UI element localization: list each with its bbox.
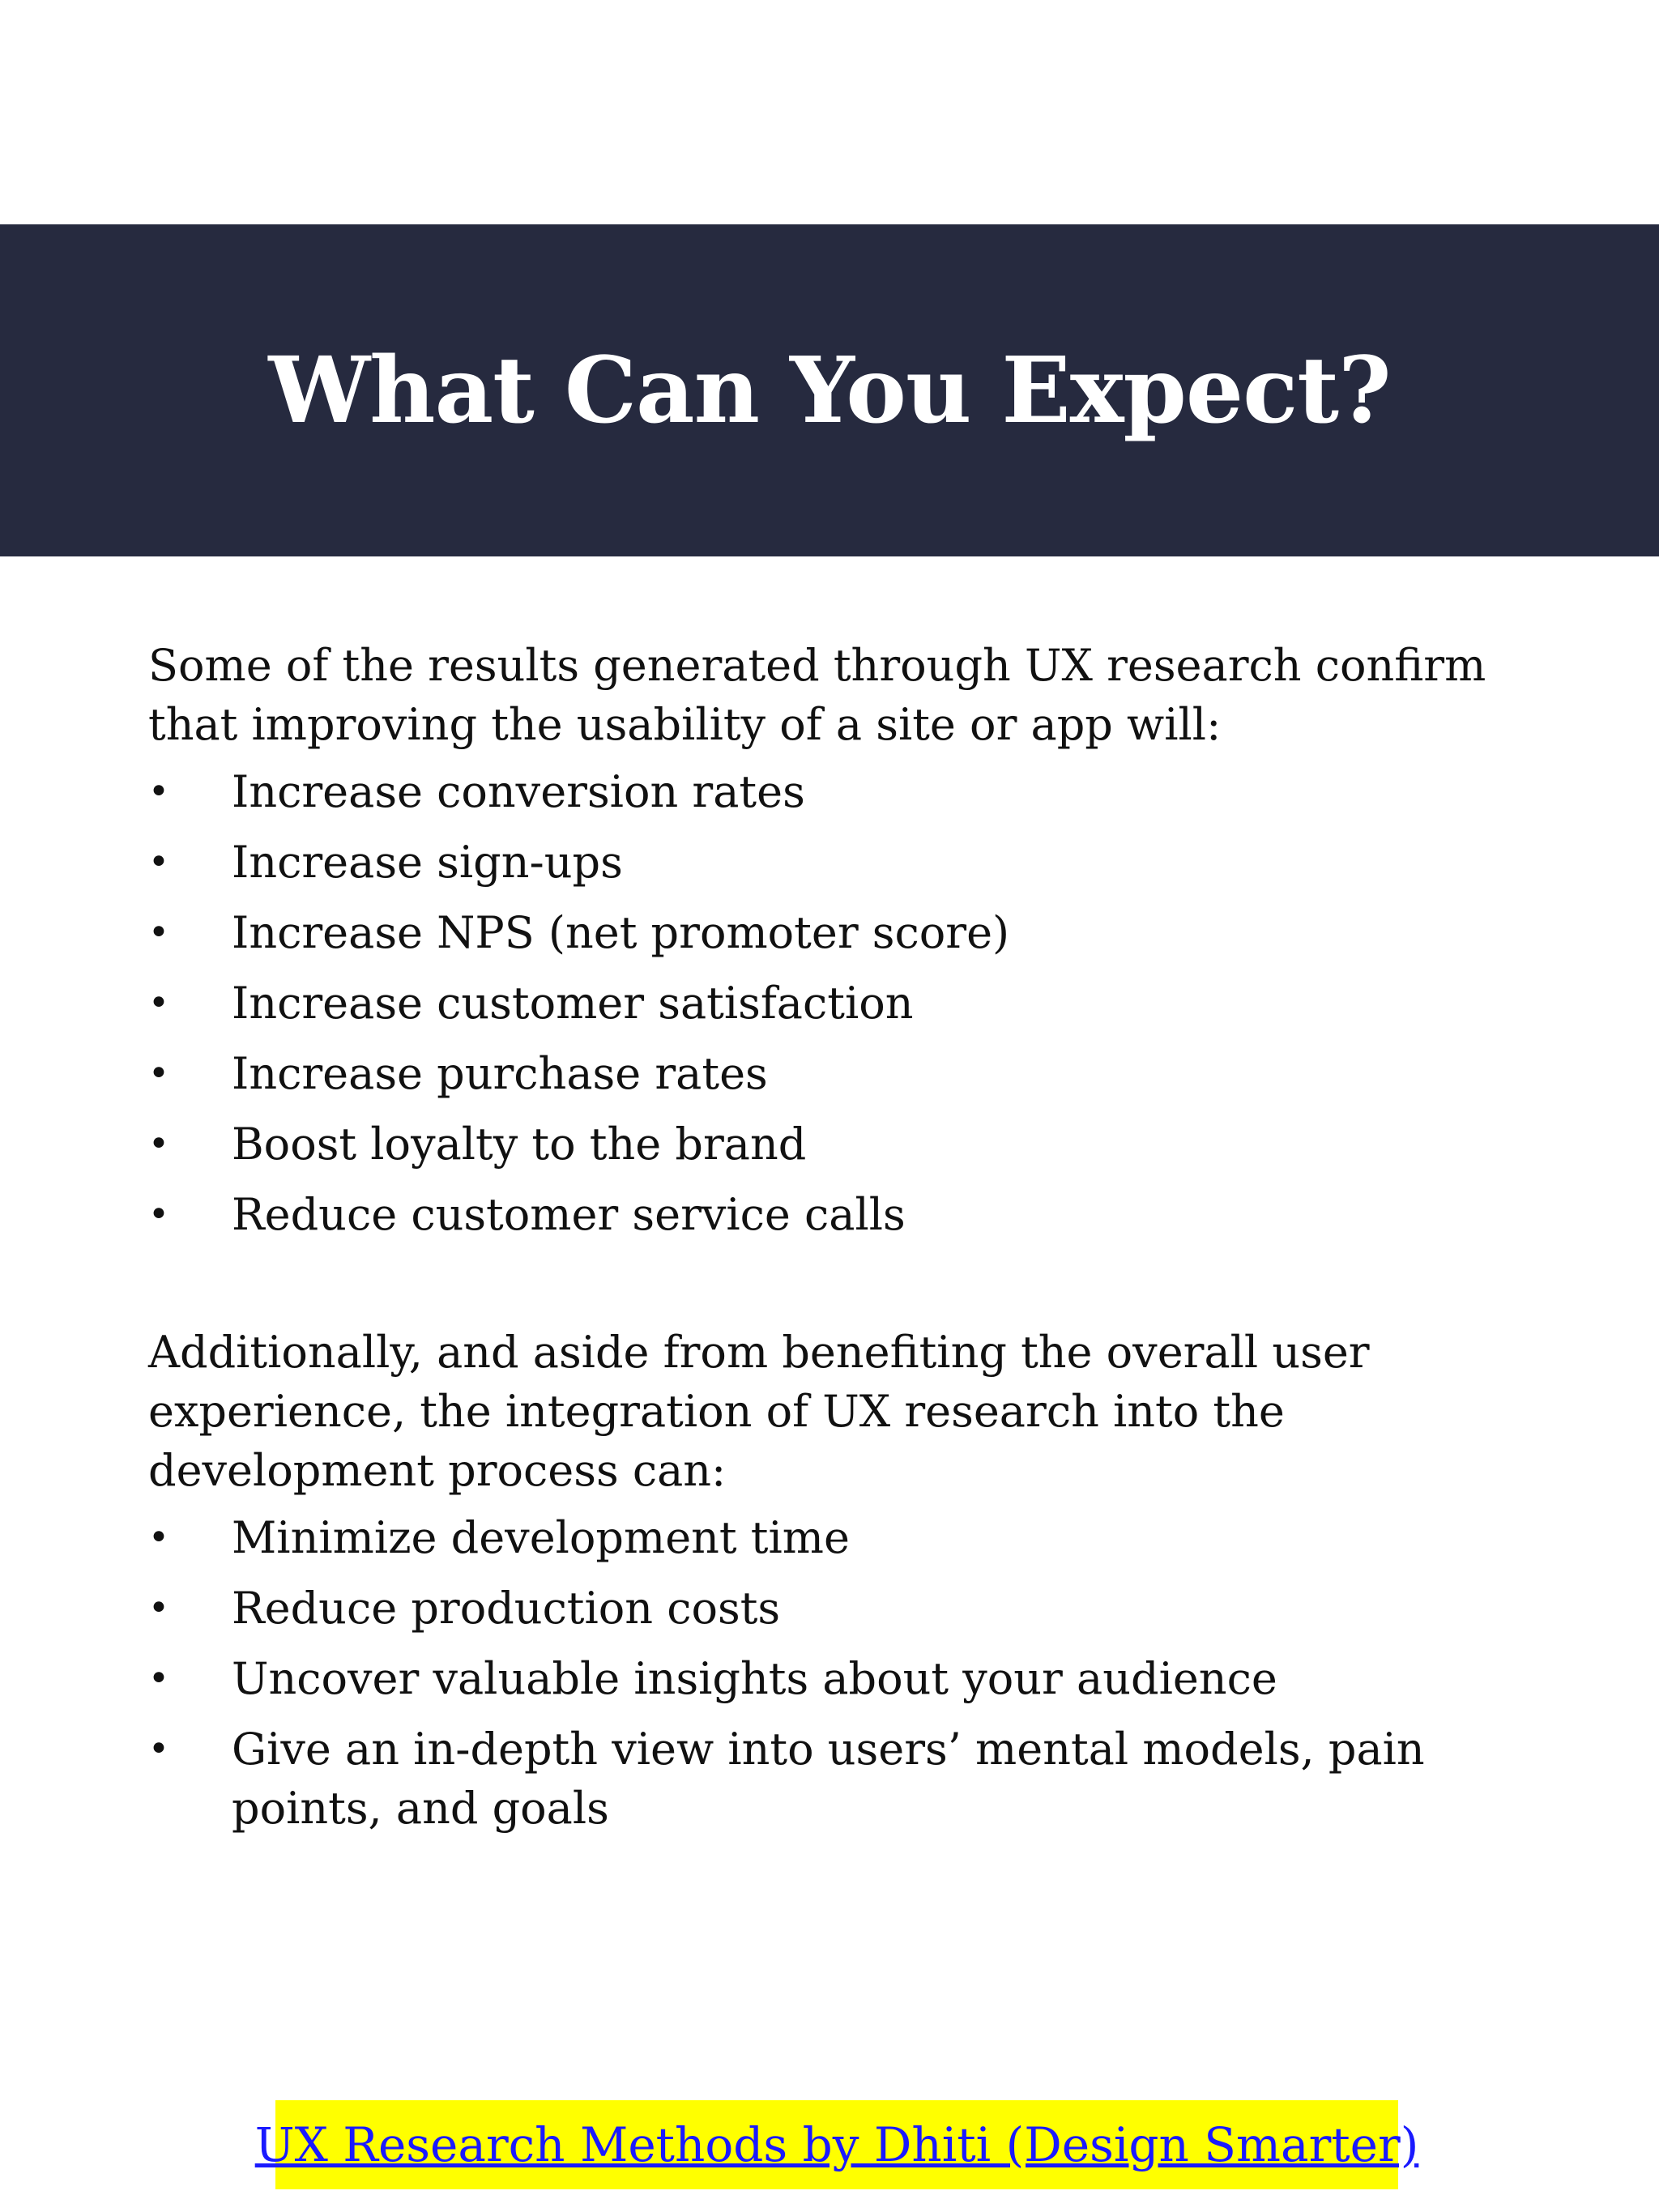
section2-intro: Additionally, and aside from benefiting the overall user experience, the integration of UX research into the development process can: xyxy=(148,1327,1370,1496)
list-item-text: Reduce production costs xyxy=(232,1583,781,1634)
list-item-text: Increase customer satisfaction xyxy=(232,978,914,1029)
section1-intro: Some of the results generated through UX research confirm that improving the usability of a site or app will: xyxy=(148,640,1486,750)
section1-list xyxy=(148,762,1525,1244)
bullet-icon: • xyxy=(148,912,169,953)
list-item xyxy=(148,1044,1525,1103)
list-item xyxy=(148,903,1525,962)
footer-source-link[interactable]: UX Research Methods by Dhiti (Design Smarter) xyxy=(254,2117,1419,2172)
list-item xyxy=(148,1508,1525,1567)
list-item-text: Increase purchase rates xyxy=(232,1048,768,1099)
list-item xyxy=(148,1649,1525,1708)
list-item xyxy=(148,1115,1525,1174)
page-title: What Can You Expect? xyxy=(268,337,1391,444)
bullet-icon: • xyxy=(148,1588,169,1629)
bullet-icon: • xyxy=(148,842,169,883)
bullet-icon: • xyxy=(148,1728,169,1770)
list-item-text: Minimize development time xyxy=(232,1512,850,1563)
list-item-text: Boost loyalty to the brand xyxy=(232,1119,807,1170)
footer-highlight xyxy=(254,2100,1419,2189)
list-item xyxy=(148,1185,1525,1244)
list-item xyxy=(148,762,1525,821)
bullet-icon: • xyxy=(148,1517,169,1558)
list-item-text: Uncover valuable insights about your audience xyxy=(232,1653,1277,1704)
bullet-icon: • xyxy=(148,1658,169,1699)
list-item xyxy=(148,1720,1525,1838)
bullet-icon: • xyxy=(148,1194,169,1235)
content-body xyxy=(148,636,1525,1849)
list-item xyxy=(148,833,1525,892)
list-item-text: Increase NPS (net promoter score) xyxy=(232,907,1010,958)
bullet-icon: • xyxy=(148,982,169,1024)
list-item xyxy=(148,974,1525,1033)
list-item-text: Increase sign-ups xyxy=(232,837,623,888)
bullet-icon: • xyxy=(148,771,169,812)
header-band xyxy=(0,224,1659,556)
list-item-text: Increase conversion rates xyxy=(232,766,805,817)
list-item-text: Reduce customer service calls xyxy=(232,1189,906,1240)
bullet-icon: • xyxy=(148,1053,169,1094)
bullet-icon: • xyxy=(148,1123,169,1165)
section-spacer xyxy=(148,1255,1525,1323)
section2-list xyxy=(148,1508,1525,1838)
list-item-text: Give an in-depth view into users’ mental models, pain points, and goals xyxy=(232,1724,1425,1834)
list-item xyxy=(148,1579,1525,1638)
